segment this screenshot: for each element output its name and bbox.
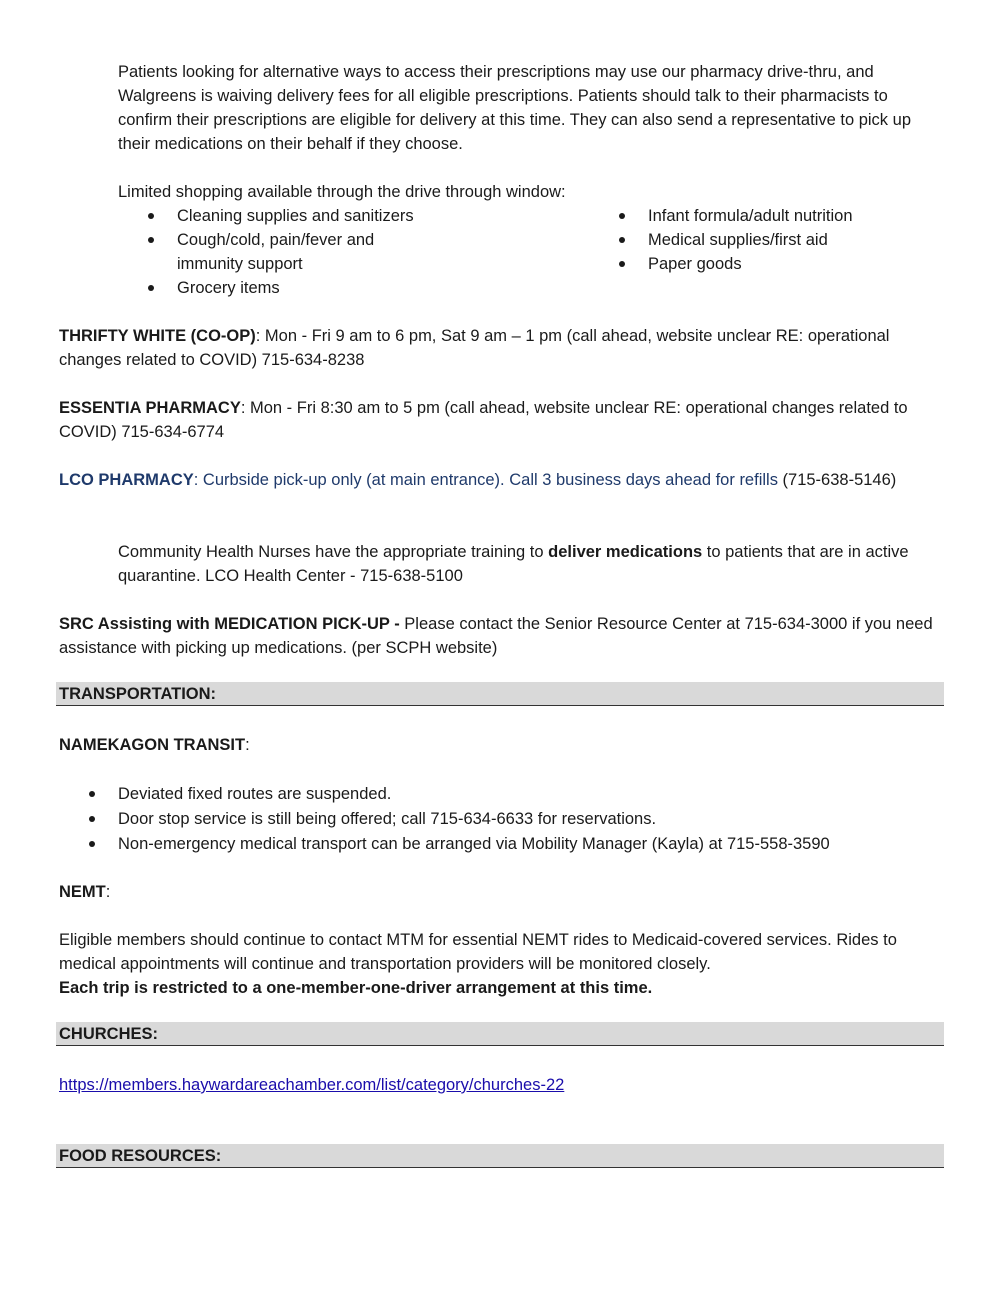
nurses-paragraph: Community Health Nurses have the appropriate training to deliver medications to patients that are in active quarantine. LCO Health Center - 715-638-5100 bbox=[118, 543, 909, 585]
bullet-icon bbox=[619, 261, 625, 267]
list-item: Medical supplies/first aid bbox=[648, 228, 928, 252]
essentia-pharmacy-name: ESSENTIA PHARMACY bbox=[59, 399, 241, 417]
lco-pharmacy-name: LCO PHARMACY bbox=[59, 471, 194, 489]
bullet-icon bbox=[148, 285, 154, 291]
bullet-icon bbox=[619, 237, 625, 243]
list-item: Cleaning supplies and sanitizers bbox=[177, 204, 437, 228]
list-item: Infant formula/adult nutrition bbox=[648, 204, 928, 228]
section-header-transportation: TRANSPORTATION: bbox=[56, 682, 944, 706]
bullet-icon bbox=[89, 791, 95, 797]
nemt-heading: NEMT: bbox=[59, 883, 111, 901]
shopping-list-left bbox=[177, 204, 437, 300]
thrifty-white-entry: THRIFTY WHITE (CO-OP): Mon - Fri 9 am to 6 pm, Sat 9 am – 1 pm (call ahead, website unclear RE: operational changes related to COVID) 715-634-8238 bbox=[59, 327, 890, 369]
section-header-churches: CHURCHES: bbox=[56, 1022, 944, 1046]
list-item: Paper goods bbox=[648, 252, 928, 276]
bullet-icon bbox=[619, 213, 625, 219]
src-name: SRC Assisting with MEDICATION PICK-UP - bbox=[59, 615, 405, 633]
src-entry: SRC Assisting with MEDICATION PICK-UP - Please contact the Senior Resource Center at 715-634-3000 if you need assistance with picking up medications. (per SCPH website) bbox=[59, 615, 933, 657]
lco-pharmacy-entry: LCO PHARMACY: Curbside pick-up only (at main entrance). Call 3 business days ahead for refills (715-638-5146) bbox=[59, 471, 897, 489]
list-item: Grocery items bbox=[177, 276, 437, 300]
bullet-icon bbox=[148, 213, 154, 219]
churches-link[interactable]: https://members.haywardareachamber.com/list/category/churches-22 bbox=[59, 1076, 565, 1094]
walgreens-paragraph: Patients looking for alternative ways to access their prescriptions may use our pharmacy drive-thru, and Walgreens is waiving delivery fees for all eligible prescriptions. Patients should talk to their pharmacists to confirm their prescriptions are eligible for delivery at this time. They can also send a representative to pick up their medications on their behalf if they choose. bbox=[118, 63, 911, 153]
section-header-food-resources: FOOD RESOURCES: bbox=[56, 1144, 944, 1168]
list-item: Door stop service is still being offered; call 715-634-6633 for reservations. bbox=[118, 807, 938, 832]
shopping-intro: Limited shopping available through the drive through window: bbox=[118, 183, 566, 201]
bullet-icon bbox=[89, 816, 95, 822]
shopping-list-right bbox=[648, 204, 928, 276]
list-item: Non-emergency medical transport can be arranged via Mobility Manager (Kayla) at 715-558-3590 bbox=[118, 832, 938, 857]
namekagon-list bbox=[118, 782, 938, 857]
list-item: Cough/cold, pain/fever and immunity support bbox=[177, 228, 437, 276]
bullet-icon bbox=[89, 841, 95, 847]
churches-link-row bbox=[59, 1073, 944, 1097]
nemt-paragraph: Eligible members should continue to contact MTM for essential NEMT rides to Medicaid-covered services. Rides to medical appointments will continue and transportation providers will be monitored closely. Each trip is restricted to a one-member-one-driver arrangement at this time. bbox=[59, 931, 897, 997]
essentia-pharmacy-entry: ESSENTIA PHARMACY: Mon - Fri 8:30 am to 5 pm (call ahead, website unclear RE: operational changes related to COVID) 715-634-6774 bbox=[59, 399, 908, 441]
thrifty-white-name: THRIFTY WHITE (CO-OP) bbox=[59, 327, 256, 345]
list-item: Deviated fixed routes are suspended. bbox=[118, 782, 938, 807]
namekagon-transit-heading: NAMEKAGON TRANSIT: bbox=[59, 736, 250, 754]
bullet-icon bbox=[148, 237, 154, 243]
